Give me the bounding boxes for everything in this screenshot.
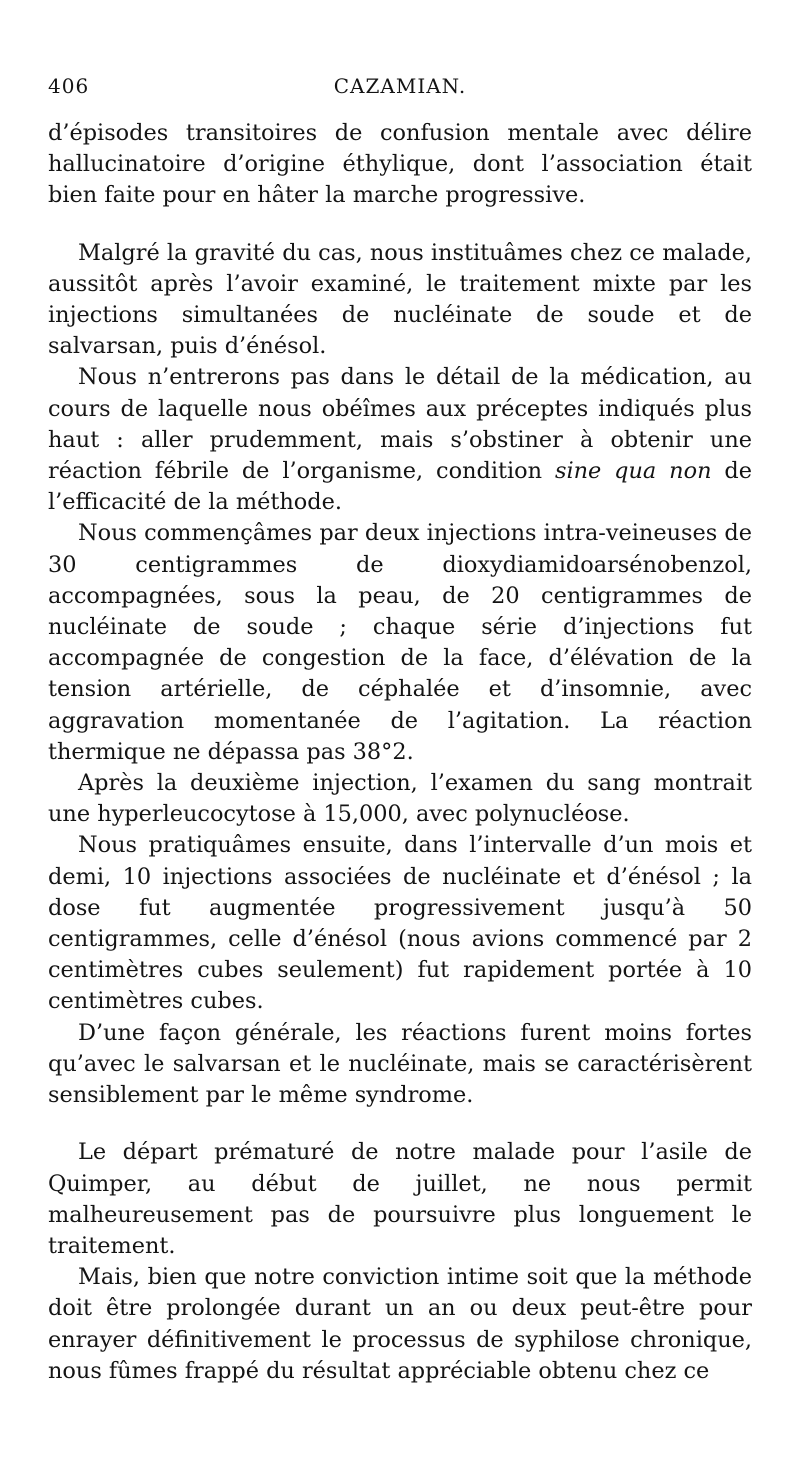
page-number: 406 (48, 74, 90, 98)
paragraph-medication-text-start: Nous n’entrerons pas dans le détail de la médication, au cours de laquelle nous obéîmes aux préceptes indiqués plus haut : aller prudemment, mais s’obstiner à obtenir une réaction fébrile de l’organisme, condition (48, 364, 752, 485)
paragraph-continued: d’épisodes transitoires de confusion mentale avec délire hallucinatoire d’origine éthylique, dont l’association était bien faite pour en hâter la marche progressive. (48, 120, 752, 209)
paragraph-medication (48, 362, 752, 518)
paragraph-medication-text-end: de l’efficacité de la méthode. (48, 458, 752, 516)
paragraph-injections: Nous commençâmes par deux injections intra-veineuses de 30 centigrammes de dioxydiamidoarsénobenzol, accompagnées, sous la peau, de 20 centigrammes de nucléinate de soude ; chaque série d’injections fut accompagnée de congestion de la face, d’élévation de la tension artérielle, de céphalée et d’insomnie, avec aggravation momentanée de l’agitation. La réaction thermique ne dépassa pas 38°2. (48, 520, 752, 765)
latin-phrase: sine qua non (554, 458, 712, 485)
page-body (48, 118, 752, 1387)
paragraph-departure: Le départ prématuré de notre malade pour l’asile de Quimper, au début de juillet, ne nous permit malheureusement pas de poursuivre plus longuement le traitement. (48, 1139, 752, 1259)
running-head: CAZAMIAN. (333, 74, 467, 98)
book-page (48, 74, 752, 1387)
paragraph-conviction: Mais, bien que notre conviction intime soit que la méthode doit être prolongée durant un an ou deux peut-être pour enrayer définitivement le processus de syphilose chronique, nous fûmes frappé du résultat appréciable obtenu chez ce (48, 1264, 752, 1384)
paragraph-blood-exam: Après la deuxième injection, l’examen du sang montrait une hyperleucocytose à 15,000, avec polynucléose. (48, 770, 752, 828)
page-header (48, 74, 752, 104)
paragraph-associated-injections: Nous pratiquâmes ensuite, dans l’intervalle d’un mois et demi, 10 injections associées de nucléinate et d’énésol ; la dose fut augmentée progressivement jusqu’à 50 centigrammes, celle d’énésol (nous avions commencé par 2 centimètres cubes seulement) fut rapidement portée à 10 centimètres cubes. (48, 832, 752, 1015)
paragraph-reactions: D’une façon générale, les réactions furent moins fortes qu’avec le salvarsan et le nucléinate, mais se caractérisèrent sensiblement par le même syndrome. (48, 1019, 752, 1109)
paragraph-treatment: Malgré la gravité du cas, nous instituâmes chez ce malade, aussitôt après l’avoir examiné, le traitement mixte par les injections simultanées de nucléinate de soude et de salvarsan, puis d’énésol. (48, 239, 752, 360)
